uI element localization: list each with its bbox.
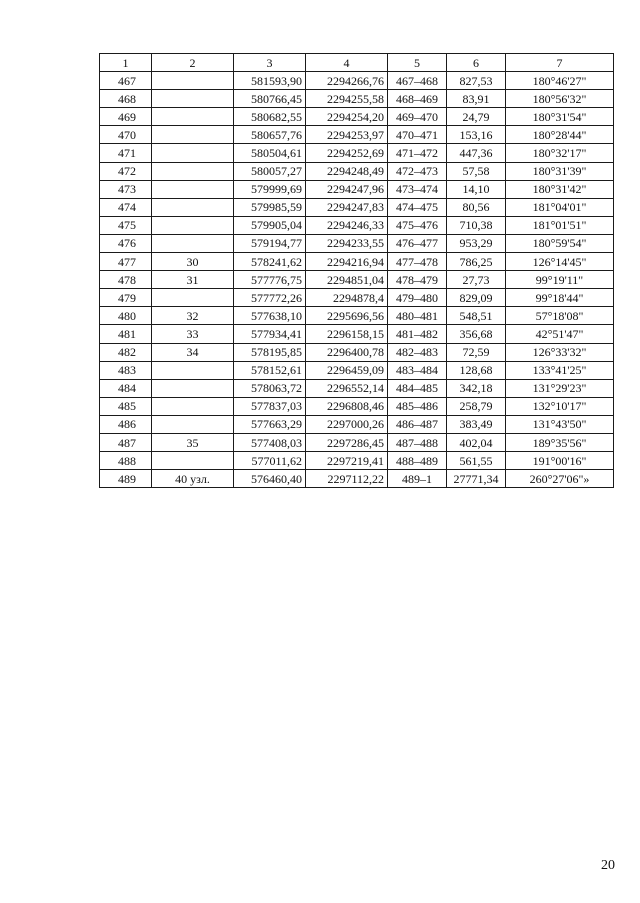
cell-point-number: 480 — [100, 307, 152, 325]
table-body — [100, 72, 614, 488]
table-row — [100, 361, 614, 379]
cell-distance: 953,29 — [447, 234, 506, 252]
cell-node-number — [152, 162, 234, 180]
table-row — [100, 198, 614, 216]
cell-coordinate-y: 2296552,14 — [306, 379, 388, 397]
cell-distance: 27,73 — [447, 271, 506, 289]
cell-coordinate-y: 2296808,46 — [306, 397, 388, 415]
cell-distance: 827,53 — [447, 72, 506, 90]
column-header-2: 2 — [152, 54, 234, 72]
cell-segment: 471–472 — [388, 144, 447, 162]
cell-segment: 477–478 — [388, 253, 447, 271]
cell-coordinate-x: 577638,10 — [234, 307, 306, 325]
table-row — [100, 271, 614, 289]
cell-coordinate-y: 2294247,83 — [306, 198, 388, 216]
cell-angle: 42°51'47" — [506, 325, 614, 343]
cell-segment: 472–473 — [388, 162, 447, 180]
cell-coordinate-y: 2294255,58 — [306, 90, 388, 108]
cell-distance: 27771,34 — [447, 470, 506, 488]
cell-angle: 132°10'17" — [506, 397, 614, 415]
cell-point-number: 484 — [100, 379, 152, 397]
table-row — [100, 379, 614, 397]
cell-angle: 133°41'25" — [506, 361, 614, 379]
cell-point-number: 471 — [100, 144, 152, 162]
cell-coordinate-x: 577934,41 — [234, 325, 306, 343]
page-number: 20 — [601, 858, 615, 873]
cell-distance: 383,49 — [447, 415, 506, 433]
cell-angle: 57°18'08" — [506, 307, 614, 325]
cell-coordinate-x: 579905,04 — [234, 216, 306, 234]
cell-coordinate-y: 2294247,96 — [306, 180, 388, 198]
cell-node-number — [152, 198, 234, 216]
cell-distance: 80,56 — [447, 198, 506, 216]
cell-segment: 487–488 — [388, 433, 447, 451]
cell-point-number: 488 — [100, 452, 152, 470]
cell-coordinate-y: 2296158,15 — [306, 325, 388, 343]
cell-segment: 474–475 — [388, 198, 447, 216]
cell-coordinate-x: 580657,76 — [234, 126, 306, 144]
cell-coordinate-x: 576460,40 — [234, 470, 306, 488]
column-header-5: 5 — [388, 54, 447, 72]
cell-distance: 356,68 — [447, 325, 506, 343]
cell-node-number: 35 — [152, 433, 234, 451]
cell-node-number: 40 узл. — [152, 470, 234, 488]
cell-distance: 829,09 — [447, 289, 506, 307]
cell-segment: 486–487 — [388, 415, 447, 433]
cell-point-number: 489 — [100, 470, 152, 488]
cell-angle: 180°59'54" — [506, 234, 614, 252]
cell-segment: 485–486 — [388, 397, 447, 415]
cell-angle: 131°43'50" — [506, 415, 614, 433]
table-row — [100, 325, 614, 343]
cell-point-number: 487 — [100, 433, 152, 451]
cell-distance: 153,16 — [447, 126, 506, 144]
cell-distance: 561,55 — [447, 452, 506, 470]
table-row — [100, 126, 614, 144]
cell-angle: 180°31'39" — [506, 162, 614, 180]
column-header-6: 6 — [447, 54, 506, 72]
cell-angle: 260°27'06"» — [506, 470, 614, 488]
cell-segment: 484–485 — [388, 379, 447, 397]
cell-angle: 191°00'16" — [506, 452, 614, 470]
cell-coordinate-x: 581593,90 — [234, 72, 306, 90]
cell-distance: 57,58 — [447, 162, 506, 180]
cell-node-number — [152, 144, 234, 162]
cell-segment: 482–483 — [388, 343, 447, 361]
cell-node-number — [152, 452, 234, 470]
table-row — [100, 90, 614, 108]
table-row — [100, 289, 614, 307]
cell-node-number — [152, 234, 234, 252]
cell-node-number — [152, 90, 234, 108]
cell-angle: 126°33'32" — [506, 343, 614, 361]
cell-point-number: 467 — [100, 72, 152, 90]
cell-coordinate-y: 2294248,49 — [306, 162, 388, 180]
cell-coordinate-x: 580682,55 — [234, 108, 306, 126]
table-row — [100, 452, 614, 470]
cell-coordinate-y: 2294254,20 — [306, 108, 388, 126]
cell-node-number: 30 — [152, 253, 234, 271]
cell-distance: 128,68 — [447, 361, 506, 379]
cell-coordinate-y: 2294851,04 — [306, 271, 388, 289]
cell-coordinate-x: 580057,27 — [234, 162, 306, 180]
cell-point-number: 476 — [100, 234, 152, 252]
cell-coordinate-y: 2294252,69 — [306, 144, 388, 162]
cell-coordinate-y: 2294266,76 — [306, 72, 388, 90]
cell-distance: 548,51 — [447, 307, 506, 325]
cell-point-number: 481 — [100, 325, 152, 343]
cell-coordinate-x: 578241,62 — [234, 253, 306, 271]
cell-distance: 447,36 — [447, 144, 506, 162]
cell-distance: 786,25 — [447, 253, 506, 271]
table-row — [100, 162, 614, 180]
cell-distance: 402,04 — [447, 433, 506, 451]
cell-distance: 24,79 — [447, 108, 506, 126]
cell-coordinate-x: 579999,69 — [234, 180, 306, 198]
cell-point-number: 473 — [100, 180, 152, 198]
cell-segment: 489–1 — [388, 470, 447, 488]
cell-point-number: 478 — [100, 271, 152, 289]
cell-coordinate-x: 577837,03 — [234, 397, 306, 415]
cell-segment: 479–480 — [388, 289, 447, 307]
cell-coordinate-y: 2294878,4 — [306, 289, 388, 307]
cell-coordinate-x: 579194,77 — [234, 234, 306, 252]
cell-coordinate-x: 577776,75 — [234, 271, 306, 289]
cell-segment: 473–474 — [388, 180, 447, 198]
table-row — [100, 397, 614, 415]
cell-coordinate-y: 2294246,33 — [306, 216, 388, 234]
cell-angle: 181°01'51" — [506, 216, 614, 234]
cell-coordinate-y: 2297286,45 — [306, 433, 388, 451]
table-row — [100, 307, 614, 325]
cell-coordinate-y: 2294253,97 — [306, 126, 388, 144]
cell-node-number: 33 — [152, 325, 234, 343]
column-header-3: 3 — [234, 54, 306, 72]
cell-coordinate-y: 2296400,78 — [306, 343, 388, 361]
cell-coordinate-y: 2295696,56 — [306, 307, 388, 325]
cell-coordinate-y: 2296459,09 — [306, 361, 388, 379]
cell-angle: 180°56'32" — [506, 90, 614, 108]
cell-segment: 470–471 — [388, 126, 447, 144]
cell-node-number: 32 — [152, 307, 234, 325]
cell-point-number: 472 — [100, 162, 152, 180]
cell-point-number: 475 — [100, 216, 152, 234]
cell-distance: 342,18 — [447, 379, 506, 397]
table-row — [100, 216, 614, 234]
cell-coordinate-x: 577663,29 — [234, 415, 306, 433]
cell-angle: 99°18'44" — [506, 289, 614, 307]
column-header-4: 4 — [306, 54, 388, 72]
cell-segment: 469–470 — [388, 108, 447, 126]
cell-coordinate-x: 578195,85 — [234, 343, 306, 361]
cell-angle: 180°31'42" — [506, 180, 614, 198]
cell-node-number — [152, 415, 234, 433]
table-row — [100, 180, 614, 198]
cell-coordinate-y: 2297000,26 — [306, 415, 388, 433]
cell-segment: 481–482 — [388, 325, 447, 343]
table-row — [100, 470, 614, 488]
cell-angle: 180°28'44" — [506, 126, 614, 144]
table-row — [100, 253, 614, 271]
table-row — [100, 433, 614, 451]
cell-segment: 467–468 — [388, 72, 447, 90]
table-row — [100, 144, 614, 162]
cell-coordinate-x: 578152,61 — [234, 361, 306, 379]
cell-coordinate-y: 2294216,94 — [306, 253, 388, 271]
cell-segment: 483–484 — [388, 361, 447, 379]
cell-node-number — [152, 379, 234, 397]
cell-point-number: 468 — [100, 90, 152, 108]
cell-distance: 83,91 — [447, 90, 506, 108]
table-row — [100, 234, 614, 252]
cell-node-number: 34 — [152, 343, 234, 361]
cell-point-number: 485 — [100, 397, 152, 415]
cell-angle: 99°19'11" — [506, 271, 614, 289]
cell-node-number — [152, 216, 234, 234]
cell-segment: 475–476 — [388, 216, 447, 234]
column-header-1: 1 — [100, 54, 152, 72]
cell-node-number — [152, 108, 234, 126]
cell-node-number — [152, 126, 234, 144]
cell-distance: 72,59 — [447, 343, 506, 361]
table-row — [100, 415, 614, 433]
cell-node-number — [152, 361, 234, 379]
cell-angle: 189°35'56" — [506, 433, 614, 451]
cell-distance: 258,79 — [447, 397, 506, 415]
table-header-row — [100, 54, 614, 72]
cell-angle: 181°04'01" — [506, 198, 614, 216]
cell-coordinate-x: 577408,03 — [234, 433, 306, 451]
cell-node-number — [152, 397, 234, 415]
cell-node-number: 31 — [152, 271, 234, 289]
cell-node-number — [152, 72, 234, 90]
cell-point-number: 486 — [100, 415, 152, 433]
column-header-7: 7 — [506, 54, 614, 72]
cell-angle: 126°14'45" — [506, 253, 614, 271]
cell-point-number: 477 — [100, 253, 152, 271]
cell-coordinate-x: 577011,62 — [234, 452, 306, 470]
cell-segment: 488–489 — [388, 452, 447, 470]
cell-point-number: 469 — [100, 108, 152, 126]
cell-distance: 14,10 — [447, 180, 506, 198]
cell-point-number: 474 — [100, 198, 152, 216]
cell-coordinate-x: 578063,72 — [234, 379, 306, 397]
cell-angle: 180°46'27" — [506, 72, 614, 90]
coordinates-table — [99, 53, 614, 488]
cell-coordinate-x: 577772,26 — [234, 289, 306, 307]
cell-coordinate-x: 580504,61 — [234, 144, 306, 162]
cell-coordinate-y: 2297112,22 — [306, 470, 388, 488]
cell-segment: 478–479 — [388, 271, 447, 289]
cell-point-number: 482 — [100, 343, 152, 361]
cell-segment: 480–481 — [388, 307, 447, 325]
cell-point-number: 470 — [100, 126, 152, 144]
cell-coordinate-y: 2297219,41 — [306, 452, 388, 470]
cell-angle: 180°32'17" — [506, 144, 614, 162]
cell-point-number: 479 — [100, 289, 152, 307]
cell-distance: 710,38 — [447, 216, 506, 234]
cell-node-number — [152, 289, 234, 307]
cell-node-number — [152, 180, 234, 198]
table-row — [100, 72, 614, 90]
table-row — [100, 108, 614, 126]
cell-coordinate-x: 580766,45 — [234, 90, 306, 108]
cell-segment: 468–469 — [388, 90, 447, 108]
cell-angle: 131°29'23" — [506, 379, 614, 397]
cell-angle: 180°31'54" — [506, 108, 614, 126]
cell-coordinate-x: 579985,59 — [234, 198, 306, 216]
table-row — [100, 343, 614, 361]
cell-segment: 476–477 — [388, 234, 447, 252]
cell-point-number: 483 — [100, 361, 152, 379]
cell-coordinate-y: 2294233,55 — [306, 234, 388, 252]
